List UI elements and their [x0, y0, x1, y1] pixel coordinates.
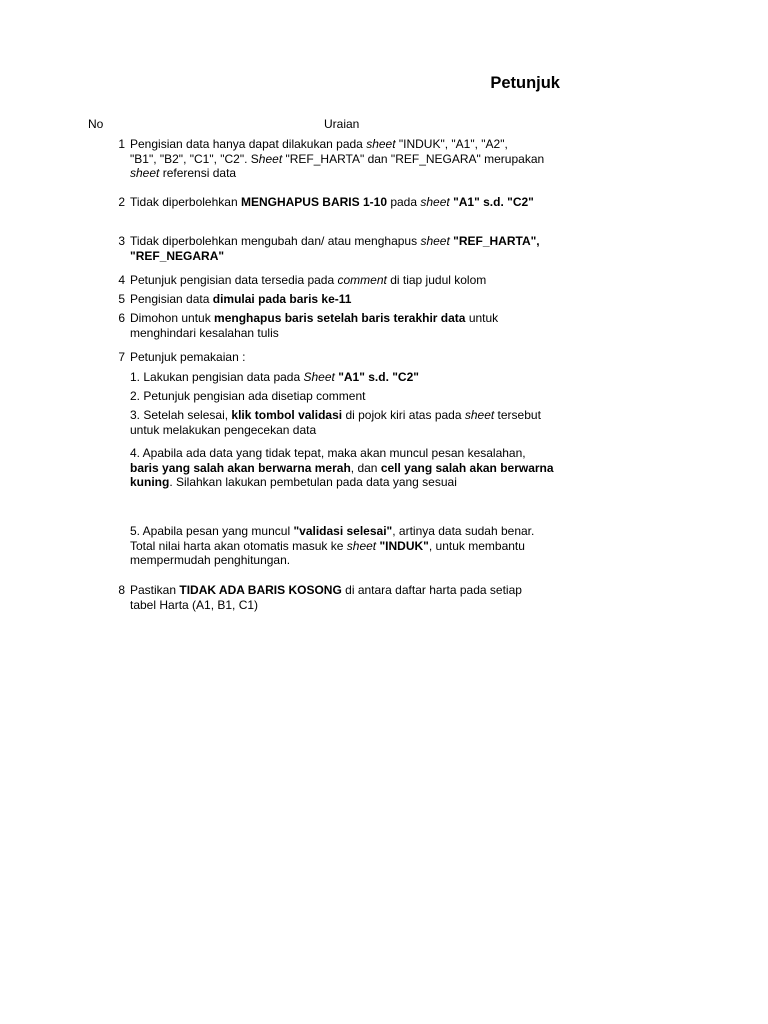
row-5-number: 5 [118, 292, 125, 306]
row-2-number: 2 [118, 195, 125, 209]
row-1-number: 1 [118, 137, 125, 151]
row-1-text: Pengisian data hanya dapat dilakukan pada sheet "INDUK", "A1", "A2", "B1", "B2", "C1", "C2". Sheet "REF_HARTA" dan "REF_NEGARA" merupakan sheet referensi data [130, 137, 545, 180]
row-7-step-3: 3. Setelah selesai, klik tombol validasi di pojok kiri atas pada sheet tersebut untuk melakukan pengecekan data [130, 408, 541, 437]
row-7-step-2: 2. Petunjuk pengisian ada disetiap comment [130, 389, 366, 403]
column-header-no: No [88, 117, 104, 131]
row-2-text: Tidak diperbolehkan MENGHAPUS BARIS 1-10 pada sheet "A1" s.d. "C2" [130, 195, 534, 209]
row-4-text: Petunjuk pengisian data tersedia pada comment di tiap judul kolom [130, 273, 487, 287]
title-clip [0, 70, 560, 98]
row-7-step-1: 1. Lakukan pengisian data pada Sheet "A1" s.d. "C2" [130, 370, 419, 384]
row-8-text: Pastikan TIDAK ADA BARIS KOSONG di antara daftar harta pada setiap tabel Harta (A1, B1, C1) [130, 583, 522, 612]
row-6-text: Dimohon untuk menghapus baris setelah baris terakhir data untuk menghindari kesalahan tulis [130, 311, 499, 340]
row-7-step-5: 5. Apabila pesan yang muncul "validasi selesai", artinya data sudah benar. Total nilai harta akan otomatis masuk ke sheet "INDUK", untuk membantu mempermudah penghitungan. [130, 524, 535, 567]
row-5-text: Pengisian data dimulai pada baris ke-11 [130, 292, 352, 306]
row-7-text: Petunjuk pemakaian : [130, 350, 246, 364]
row-6-number: 6 [118, 311, 125, 325]
row-8-number: 8 [118, 583, 125, 597]
page-title: Petunjuk [490, 74, 560, 92]
row-7-number: 7 [118, 350, 125, 364]
row-3-number: 3 [118, 234, 125, 248]
row-4-number: 4 [118, 273, 125, 287]
row-3-text: Tidak diperbolehkan mengubah dan/ atau menghapus sheet "REF_HARTA", "REF_NEGARA" [130, 234, 540, 263]
row-7-step-4: 4. Apabila ada data yang tidak tepat, maka akan muncul pesan kesalahan, baris yang salah akan berwarna merah, dan cell yang salah akan berwarna kuning. Silahkan lakukan pembetulan pada data yang sesuai [130, 446, 554, 489]
column-header-uraian: Uraian [324, 117, 360, 131]
